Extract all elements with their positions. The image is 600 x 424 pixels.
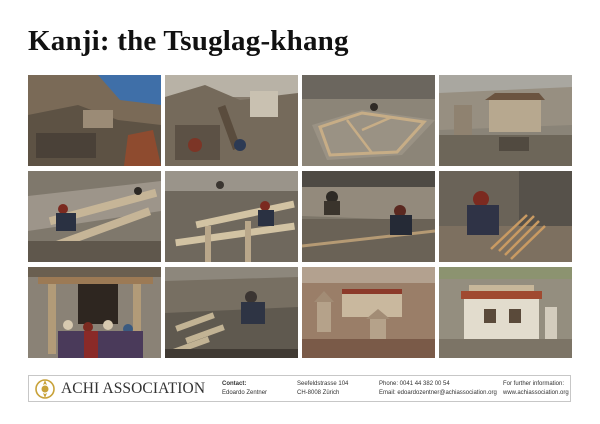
page-title: Kanji: the Tsuglag-khang [28, 25, 349, 57]
address-block [297, 380, 348, 398]
photo-villagers [28, 267, 161, 358]
website-link[interactable]: www.achiassociation.org [503, 390, 569, 396]
photo-floor-beams [165, 171, 298, 262]
email-link[interactable]: Email: edoardozentner@achiassociation.org [379, 390, 497, 396]
contact-label: Contact: [222, 381, 247, 387]
info-label: For further information: [503, 381, 565, 387]
photo-chortens [302, 267, 435, 358]
footer-bar [28, 375, 571, 402]
photo-carving-wood [439, 171, 572, 262]
photo-wall-timbers [28, 171, 161, 262]
photo-stonework [302, 171, 435, 262]
photo-roof-planks [165, 267, 298, 358]
photo-grid [28, 75, 572, 359]
info-block [503, 380, 569, 398]
phone-email-block [379, 380, 497, 398]
organization-name: ACHI ASSOCIATION [61, 380, 206, 397]
photo-timber-frame [302, 75, 435, 166]
contact-name: Edoardo Zentner [222, 390, 268, 396]
phone-number: Phone: 0041 44 382 00 54 [379, 381, 450, 387]
photo-village-ruins [28, 75, 161, 166]
photo-completed-temple [439, 267, 572, 358]
city-address: CH-8008 Zürich [297, 390, 340, 396]
photo-demolition-debris [165, 75, 298, 166]
street-address: Seefeldstrasse 104 [297, 381, 349, 387]
achi-logo-icon [35, 378, 55, 400]
photo-rooftop-construction [439, 75, 572, 166]
contact-block [222, 380, 267, 398]
